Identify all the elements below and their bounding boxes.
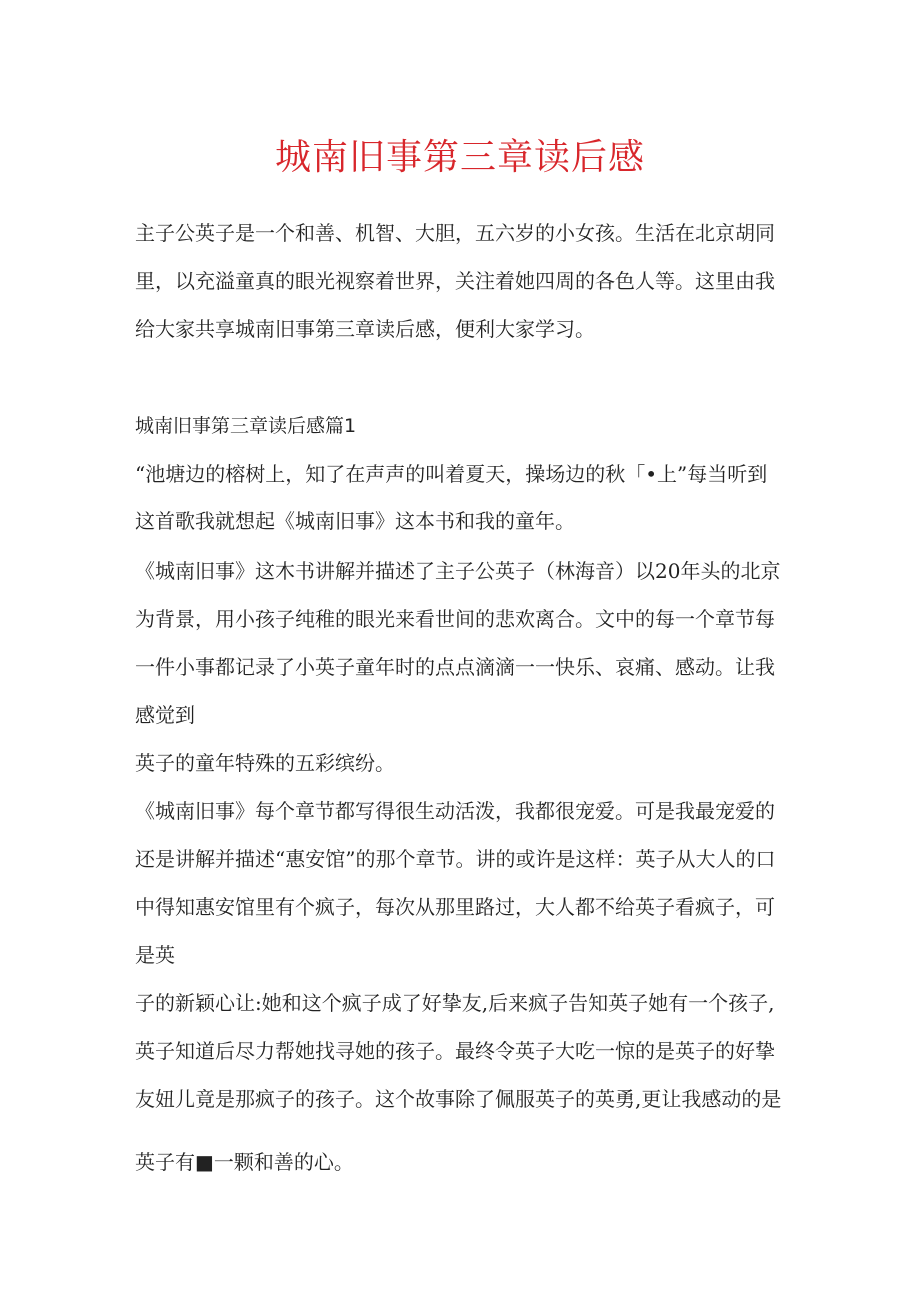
body-line: 感觉到 (135, 703, 195, 727)
body-line: 《城南旧事》这木书讲解并描述了主子公英子（林海音）以20年头的北京 (135, 559, 781, 583)
body-line: 英子的童年特殊的五彩缤纷。 (135, 751, 395, 775)
body-line: 英子有■一颗和善的心。 (135, 1150, 354, 1174)
intro-line: 主子公英子是一个和善、机智、大胆，五六岁的小女孩。生活在北京胡同 (135, 221, 775, 245)
body-line: “池塘边的榕树上，知了在声声的叫着夏天，操场边的秋「•上”每当听到 (135, 462, 768, 486)
body-line: 子的新颖心让:她和这个疯子成了好挚友,后来疯子告知英子她有一个孩子, (135, 991, 775, 1015)
body-line: 中得知惠安馆里有个疯子，每次从那里路过，大人都不给英子看疯子，可 (135, 895, 775, 919)
intro-line: 给大家共享城南旧事第三章读后感，便利大家学习。 (135, 317, 595, 341)
body-line: 《城南旧事》每个章节都写得很生动活泼，我都很宠爱。可是我最宠爱的 (135, 799, 775, 823)
intro-line: 里，以充溢童真的眼光视察着世界，关注着她四周的各色人等。这里由我 (135, 269, 775, 293)
body-line: 英子知道后尽力帮她找寻她的孩子。最终令英子大吃一惊的是英子的好挚 (135, 1039, 775, 1063)
body-line: 友妞儿竟是那疯子的孩子。这个故事除了佩服英子的英勇,更让我感动的是 (135, 1087, 782, 1111)
section-heading: 城南旧事第三章读后感篇1 (135, 415, 357, 437)
body-line: 为背景，用小孩子纯稚的眼光来看世间的悲欢离合。文中的每一个章节每 (135, 607, 775, 631)
page-title: 城南旧事第三章读后感 (274, 137, 645, 178)
body-line: 这首歌我就想起《城南旧事》这本书和我的童年。 (135, 509, 575, 533)
body-line: 是英 (135, 943, 175, 967)
body-line: 还是讲解并描述“惠安馆”的那个章节。讲的或许是这样：英子从大人的口 (135, 847, 776, 871)
body-line: 一件小事都记录了小英子童年时的点点滴滴一一快乐、哀痛、感动。让我 (135, 655, 775, 679)
